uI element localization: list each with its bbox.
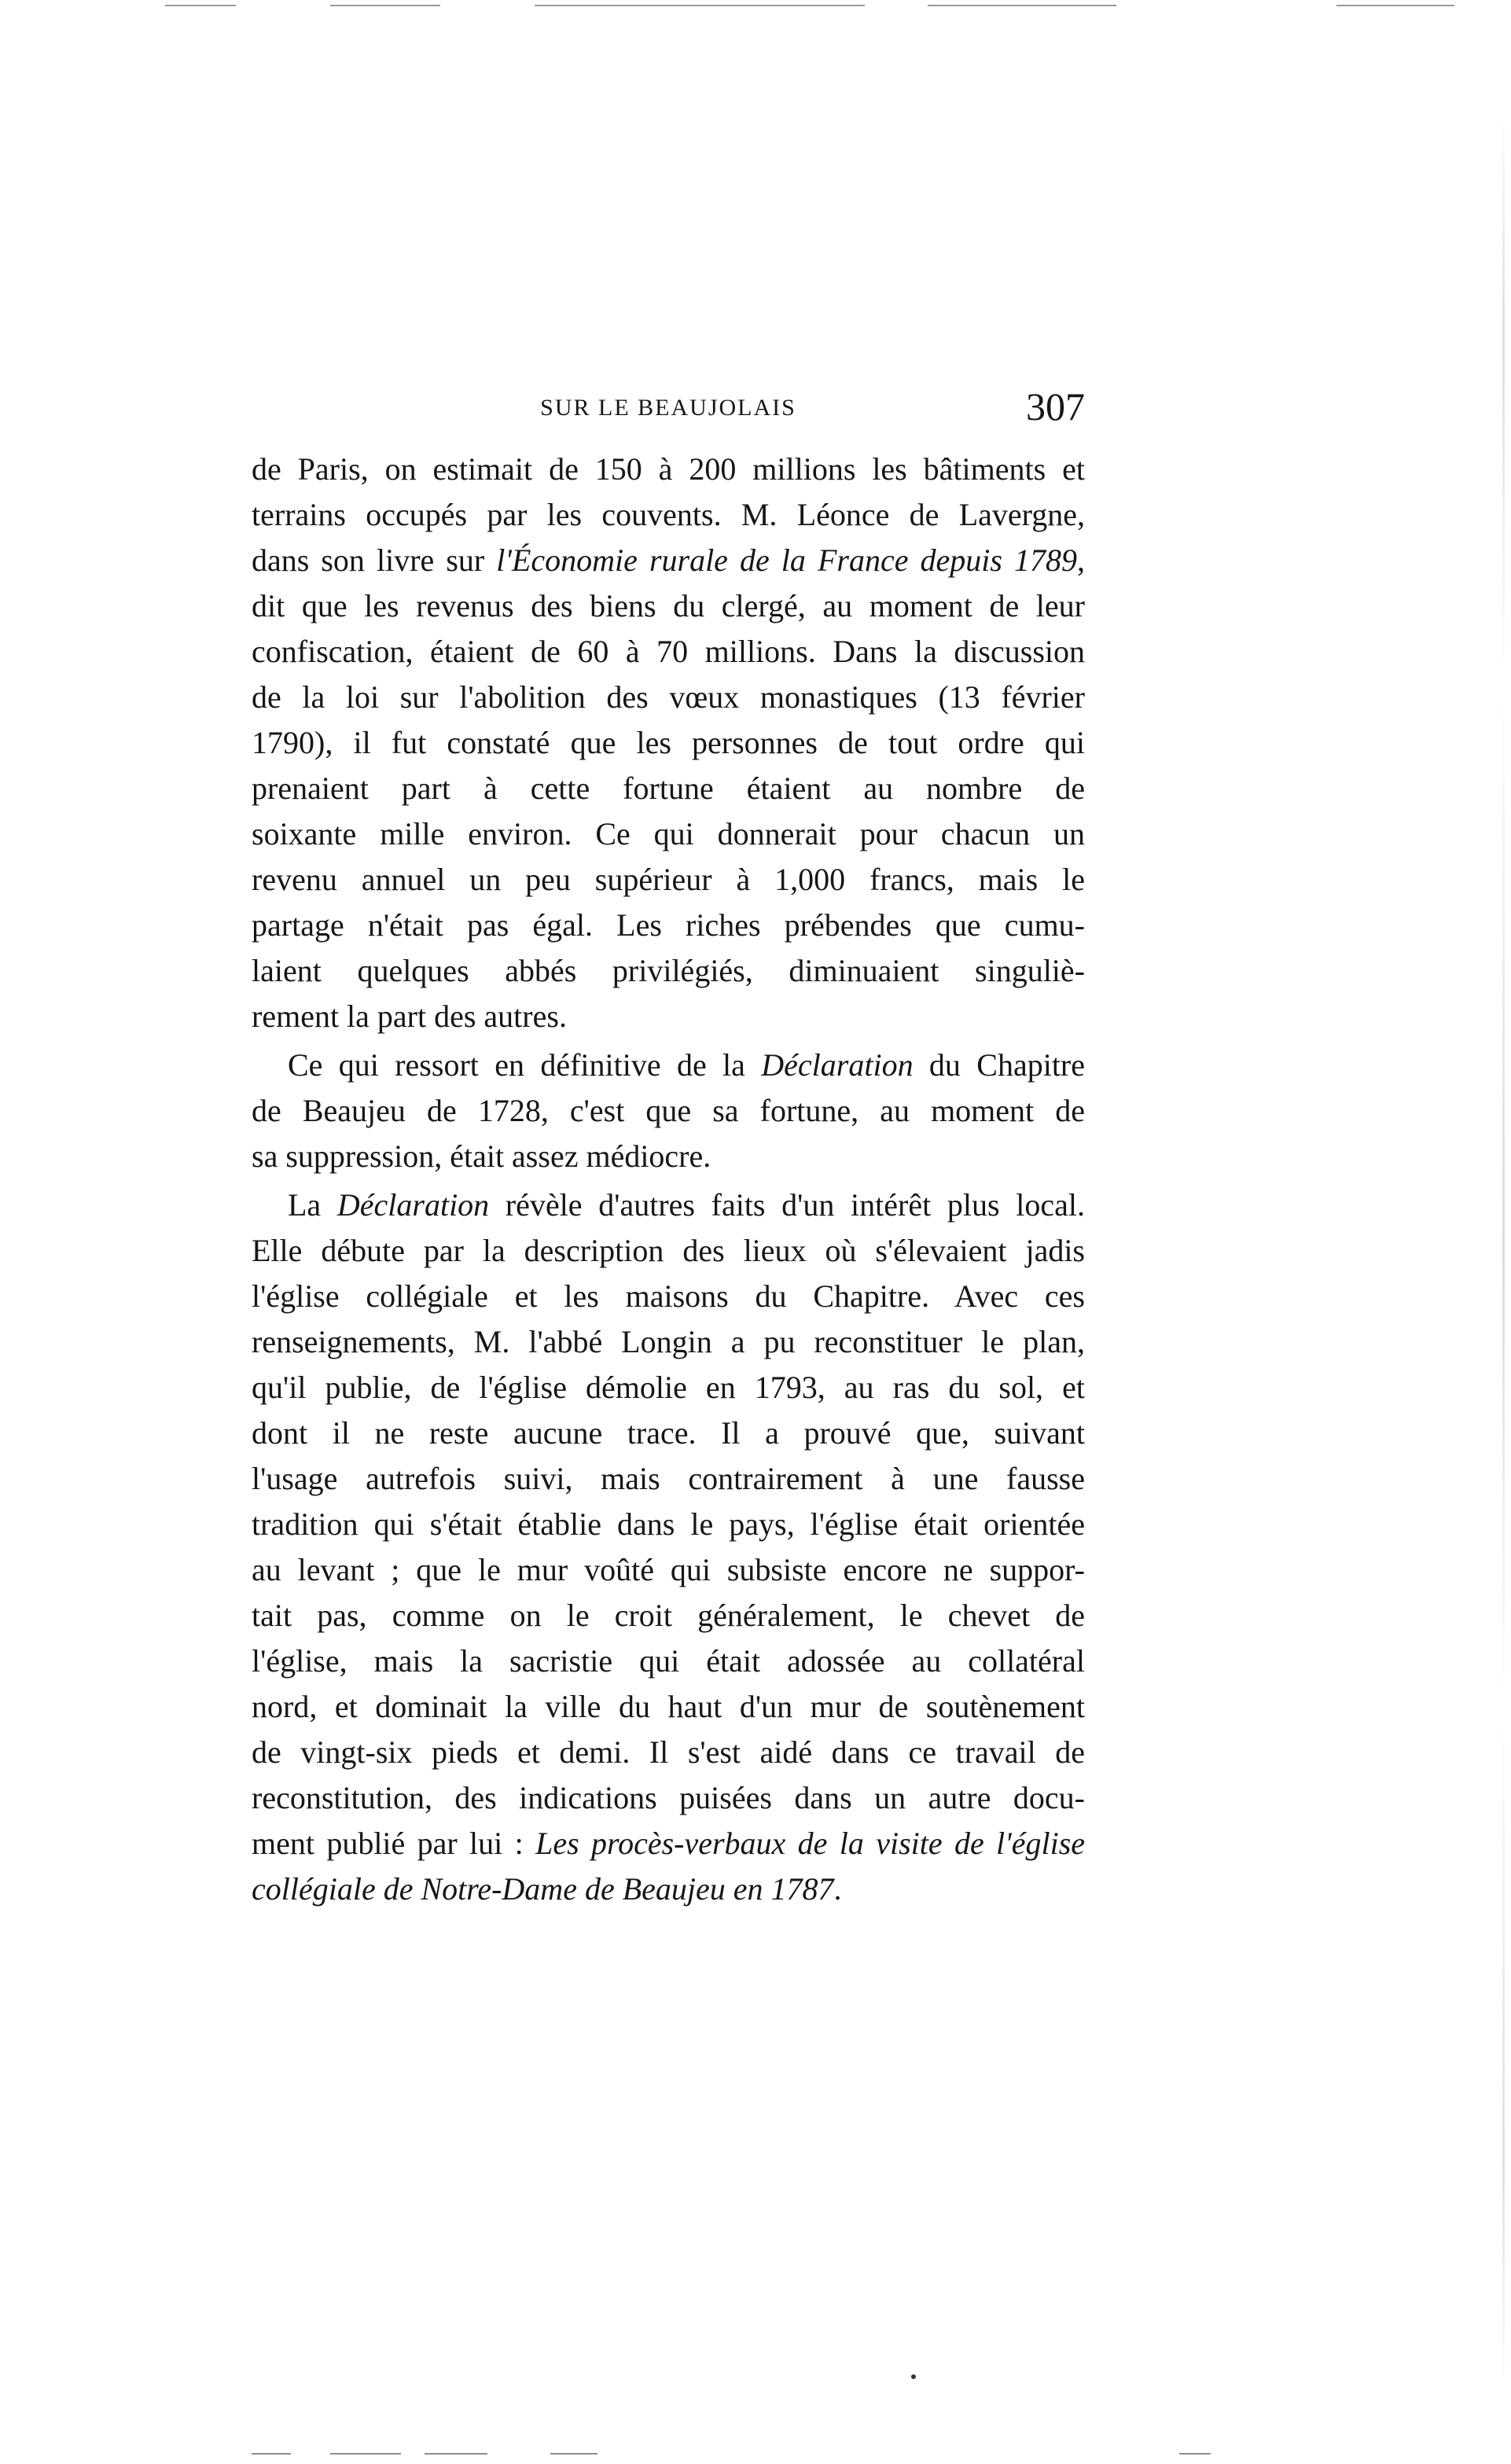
- text-line: [252, 1088, 1085, 1134]
- text-line: [252, 1182, 1085, 1228]
- text-line: [252, 1730, 1085, 1775]
- text-line: [252, 1228, 1085, 1274]
- text-line: [252, 1274, 1085, 1319]
- text-run: 1790), il fut constaté que les personnes de tout ordre qui: [252, 725, 1085, 760]
- text-run: dont il ne reste aucune trace. Il a prouvé que, suivant: [252, 1415, 1085, 1451]
- text-line: [252, 492, 1085, 538]
- text-line: [252, 1547, 1085, 1593]
- text-run: l'église collégiale et les maisons du Chapitre. Avec ces: [252, 1278, 1085, 1314]
- text-run: du Chapitre: [913, 1047, 1086, 1083]
- paragraph: [252, 447, 1085, 1039]
- text-run: de vingt-six pieds et demi. Il s'est aidé dans ce travail de: [252, 1734, 1085, 1770]
- italic-title: collégiale de Notre-Dame de Beaujeu en 1787: [252, 1871, 834, 1907]
- ink-speck: [911, 2374, 916, 2379]
- text-line: [252, 1319, 1085, 1365]
- text-line: [252, 948, 1085, 994]
- text-line: [252, 447, 1085, 492]
- italic-title: l'Économie rurale de la France depuis 1789: [496, 542, 1077, 578]
- text-line: [252, 629, 1085, 675]
- text-run: ment publié par lui :: [252, 1826, 536, 1861]
- page-number: 307: [1026, 384, 1085, 428]
- text-line: [252, 1502, 1085, 1547]
- text-line: [252, 857, 1085, 903]
- italic-title: Déclaration: [336, 1187, 490, 1223]
- text-run: soixante mille environ. Ce qui donnerait pour chacun un: [252, 816, 1085, 851]
- text-run: renseignements, M. l'abbé Longin a pu reconstituer le plan,: [252, 1324, 1085, 1359]
- text-line: [252, 583, 1085, 629]
- scan-right-edge: [1502, 110, 1505, 2390]
- text-line: [252, 675, 1085, 720]
- text-run: l'usage autrefois suivi, mais contrairement à une fausse: [252, 1461, 1085, 1496]
- text-run: sa suppression, était assez médiocre.: [252, 1138, 711, 1174]
- text-run: de Paris, on estimait de 150 à 200 millions les bâtiments et: [252, 451, 1085, 487]
- text-line: [252, 1638, 1085, 1684]
- text-run: dans son livre sur: [252, 542, 497, 578]
- text-run: de la loi sur l'abolition des vœux monastiques (13 février: [252, 679, 1085, 715]
- scan-bottom-edge: [0, 2451, 1511, 2459]
- text-line: [252, 811, 1085, 857]
- scan-top-edge: [0, 0, 1511, 14]
- text-line: [252, 720, 1085, 766]
- text-run: La: [288, 1187, 337, 1223]
- body-text: [252, 447, 1085, 1912]
- text-run: nord, et dominait la ville du haut d'un mur de soutènement: [252, 1689, 1085, 1724]
- text-run: laient quelques abbés privilégiés, diminuaient singuliè-: [252, 953, 1085, 988]
- text-run: Ce qui ressort en définitive de la: [288, 1047, 762, 1083]
- running-head: [252, 384, 1085, 431]
- text-line: [252, 1866, 1085, 1912]
- text-line: [252, 1043, 1085, 1088]
- text-run: révèle d'autres faits d'un intérêt plus local.: [489, 1187, 1085, 1223]
- text-line: [252, 1410, 1085, 1456]
- text-line: [252, 1821, 1085, 1866]
- text-run: qu'il publie, de l'église démolie en 1793, au ras du sol, et: [252, 1370, 1085, 1405]
- text-run: tait pas, comme on le croit généralement, le chevet de: [252, 1598, 1085, 1633]
- text-run: l'église, mais la sacristie qui était adossée au collatéral: [252, 1643, 1085, 1679]
- text-run: terrains occupés par les couvents. M. Léonce de Lavergne,: [252, 497, 1085, 532]
- text-run: partage n'était pas égal. Les riches prébendes que cumu-: [252, 907, 1085, 943]
- text-line: [252, 1456, 1085, 1502]
- text-line: [252, 1134, 1085, 1179]
- text-line: [252, 903, 1085, 948]
- text-line: [252, 1775, 1085, 1821]
- text-line: [252, 994, 1085, 1039]
- text-run: revenu annuel un peu supérieur à 1,000 francs, mais le: [252, 862, 1085, 897]
- text-line: [252, 538, 1085, 583]
- text-run: tradition qui s'était établie dans le pays, l'église était orientée: [252, 1506, 1085, 1542]
- text-line: [252, 1684, 1085, 1730]
- running-title: SUR LE BEAUJOLAIS: [540, 395, 796, 421]
- text-run: reconstitution, des indications puisées dans un autre docu-: [252, 1780, 1085, 1815]
- text-run: dit que les revenus des biens du clergé, au moment de leur: [252, 588, 1085, 623]
- paragraph: [252, 1182, 1085, 1912]
- text-run: rement la part des autres.: [252, 998, 567, 1034]
- italic-title: Déclaration: [761, 1047, 914, 1083]
- text-line: [252, 1593, 1085, 1638]
- text-line: [252, 766, 1085, 811]
- text-run: confiscation, étaient de 60 à 70 millions. Dans la discussion: [252, 634, 1085, 669]
- text-run: prenaient part à cette fortune étaient au nombre de: [252, 770, 1085, 806]
- text-run: Elle débute par la description des lieux où s'élevaient jadis: [252, 1233, 1085, 1268]
- text-run: au levant ; que le mur voûté qui subsiste encore ne suppor-: [252, 1552, 1085, 1587]
- paragraph: [252, 1043, 1085, 1179]
- text-run: ,: [1077, 542, 1085, 578]
- text-run: .: [833, 1871, 842, 1907]
- text-run: de Beaujeu de 1728, c'est que sa fortune, au moment de: [252, 1093, 1085, 1128]
- text-line: [252, 1365, 1085, 1410]
- italic-title: Les procès-verbaux de la visite de l'église: [535, 1826, 1086, 1861]
